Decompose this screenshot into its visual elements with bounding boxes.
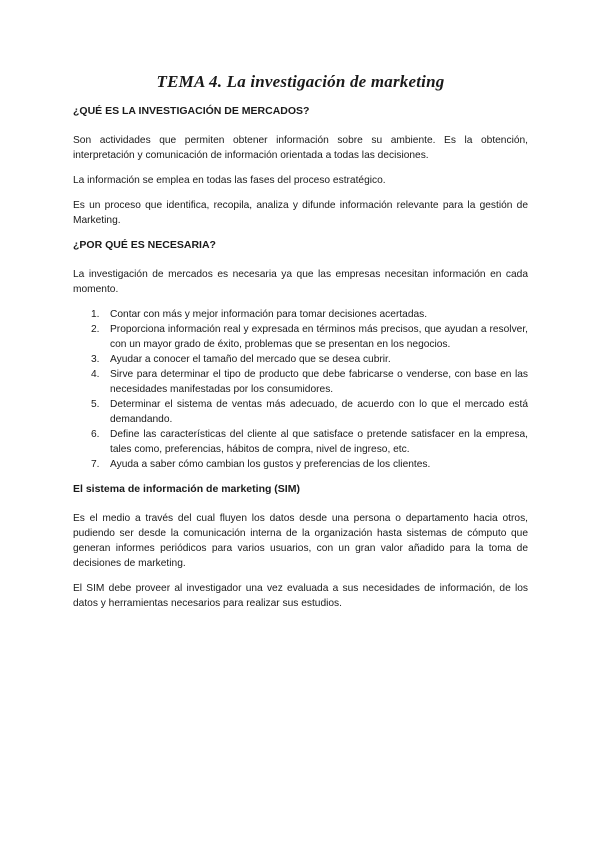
list-item (73, 397, 528, 427)
list-number: 1. (91, 309, 100, 320)
list-number: 5. (91, 399, 100, 410)
list-number: 2. (91, 324, 100, 335)
paragraph: La información se emplea en todas las fases del proceso estratégico. (73, 175, 386, 186)
list-item (73, 307, 528, 322)
list-item (73, 427, 528, 457)
list-item-text: Ayuda a saber cómo cambian los gustos y preferencias de los clientes. (110, 459, 431, 470)
document-title: TEMA 4. La investigación de marketing (156, 72, 445, 91)
section-heading-que-es: ¿QUÉ ES LA INVESTIGACIÓN DE MERCADOS? (73, 105, 310, 117)
paragraph: El SIM debe proveer al investigador una vez evaluada a sus necesidades de información, de los datos y herramientas necesarios para realizar sus estudios. (73, 583, 528, 609)
list-number: 7. (91, 459, 100, 470)
list-number: 6. (91, 429, 100, 440)
reasons-list (73, 307, 528, 472)
list-item-text: Define las características del cliente al que satisface o pretende satisfacer en la empresa, tales como, preferencias, hábitos de compra, nivel de ingreso, etc. (110, 429, 528, 455)
list-item-text: Sirve para determinar el tipo de producto que debe fabricarse o venderse, con base en las necesidades manifestadas por los consumidores. (110, 369, 528, 395)
paragraph: Son actividades que permiten obtener información sobre su ambiente. Es la obtención, interpretación y comunicación de información orientada a todas las decisiones. (73, 135, 528, 161)
paragraph: La investigación de mercados es necesaria ya que las empresas necesitan información en cada momento. (73, 269, 528, 295)
list-item-text: Determinar el sistema de ventas más adecuado, de acuerdo con lo que el mercado está demandando. (110, 399, 528, 425)
list-item (73, 367, 528, 397)
paragraph: Es un proceso que identifica, recopila, analiza y difunde información relevante para la gestión de Marketing. (73, 200, 528, 226)
section-heading-por-que: ¿POR QUÉ ES NECESARIA? (73, 239, 216, 251)
list-item (73, 457, 528, 472)
list-item-text: Ayudar a conocer el tamaño del mercado que se desea cubrir. (110, 354, 391, 365)
list-item-text: Contar con más y mejor información para tomar decisiones acertadas. (110, 309, 428, 320)
list-item (73, 352, 528, 367)
paragraph: Es el medio a través del cual fluyen los datos desde una persona o departamento hacia otros, pudiendo ser desde la comunicación interna de la organización hasta sistemas de cómputo que generan informes periódicos para varios usuarios, con un gran valor añadido para la toma de decisiones de marketing. (73, 513, 528, 569)
list-number: 4. (91, 369, 100, 380)
list-item-text: Proporciona información real y expresada en términos más precisos, que ayudan a resolver, con un mayor grado de éxito, problemas que se presentan en los negocios. (110, 324, 528, 350)
list-number: 3. (91, 354, 100, 365)
list-item (73, 322, 528, 352)
section-heading-sim: El sistema de información de marketing (SIM) (73, 483, 300, 495)
